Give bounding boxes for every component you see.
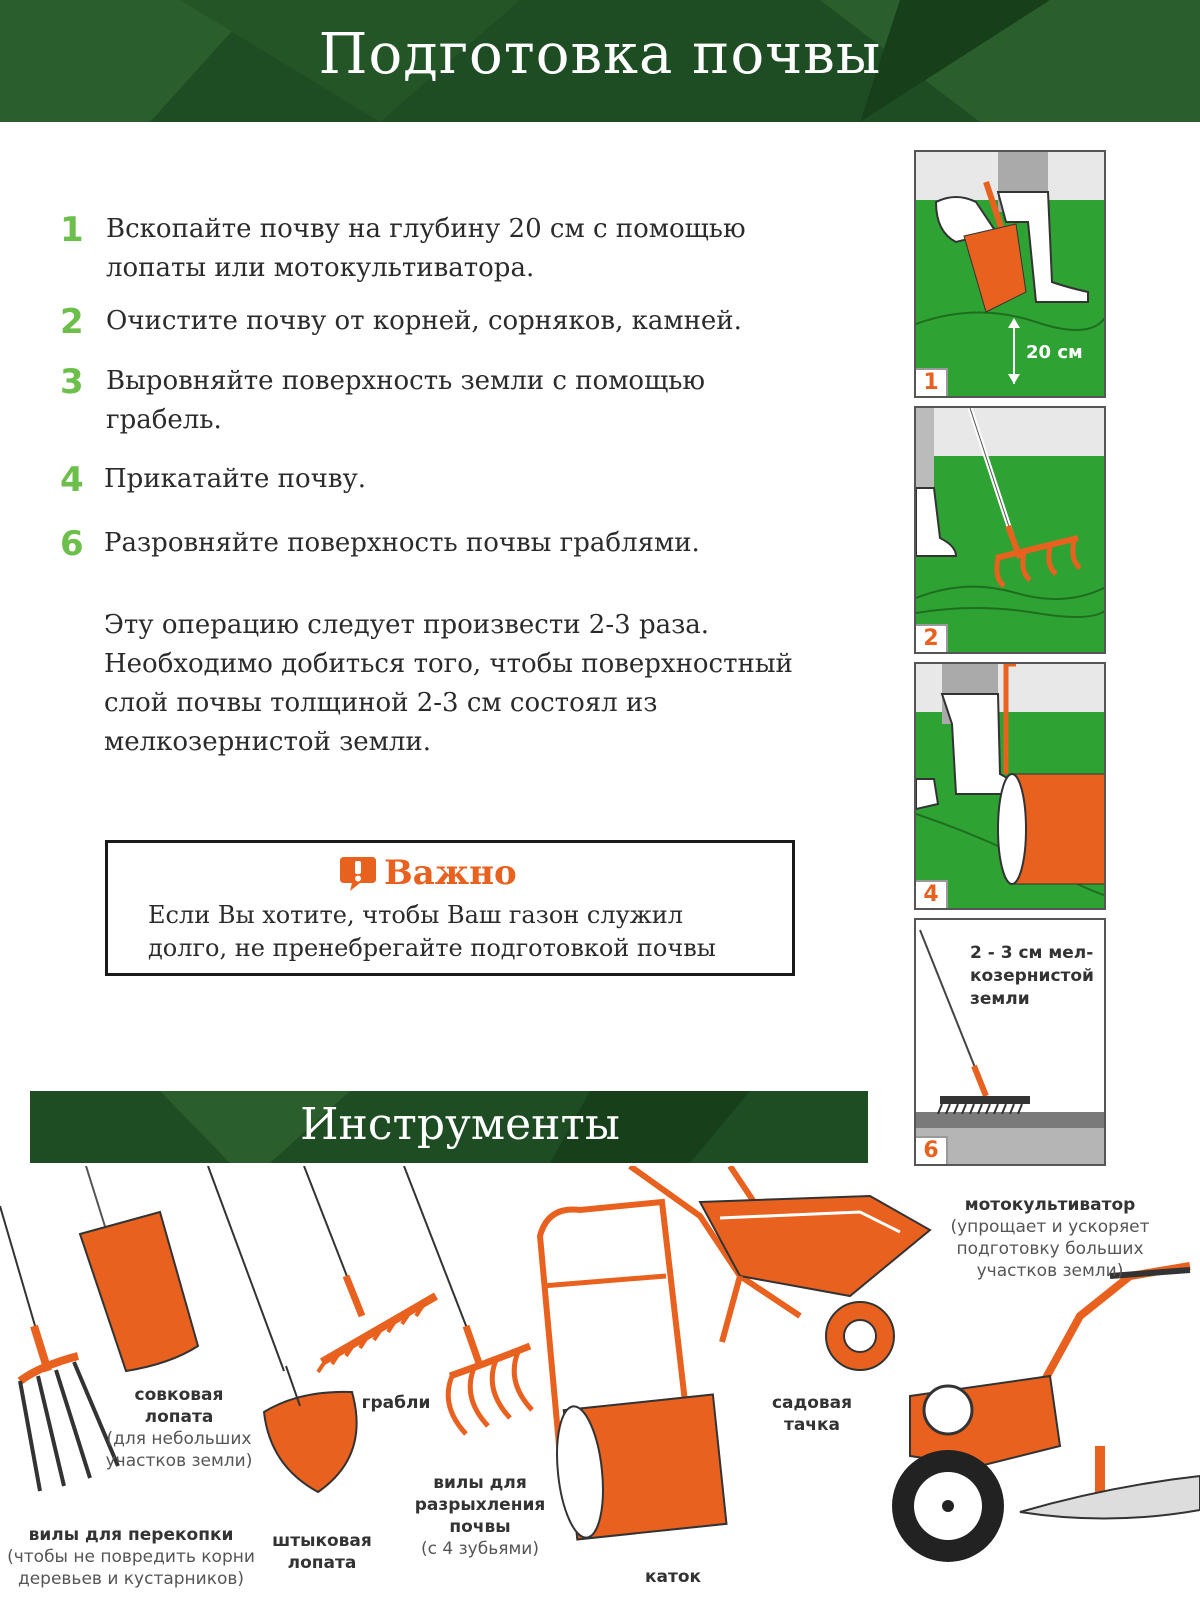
step-number: 1	[60, 210, 84, 250]
step-illustration-6	[914, 918, 1106, 1166]
cleaning-illustration	[916, 408, 1106, 654]
rolling-illustration	[916, 664, 1106, 910]
tool-name: вилы для перекопки	[28, 1525, 234, 1545]
step-number: 3	[60, 362, 84, 402]
page-title: Подготовка почвы	[318, 22, 882, 87]
tool-label-spade	[262, 1530, 382, 1574]
step-illustration-2	[914, 406, 1106, 654]
panel-number-badge: 6	[916, 1136, 948, 1164]
note-paragraph: Эту операцию следует произвести 2-3 раза. Необходимо добиться того, чтобы поверхностный слой почвы толщиной 2-3 см состоял из мелкозернистой земли.	[104, 610, 793, 757]
step-text: Вскопайте почву на глубину 20 см с помощью лопаты или мотокультиватора.	[106, 214, 746, 283]
step-text: Разровняйте поверхность почвы граблями.	[104, 528, 700, 558]
step-text: Прикатайте почву.	[104, 464, 367, 494]
step-text: Выровняйте поверхность земли с помощью грабель.	[106, 366, 706, 435]
panel-number-badge: 4	[916, 880, 948, 908]
step-illustration-4	[914, 662, 1106, 910]
step-text: Очистите почву от корней, сорняков, камней.	[106, 306, 742, 336]
tool-label-roller	[628, 1566, 718, 1588]
tools-banner	[30, 1091, 868, 1163]
tool-label-rake	[356, 1392, 436, 1414]
title-banner	[0, 0, 1200, 122]
important-label: Важно	[384, 853, 517, 893]
tool-name: грабли	[361, 1393, 431, 1413]
depth-label: 20 см	[1026, 342, 1083, 363]
tool-label-scoop-shovel	[104, 1384, 254, 1472]
tool-name: вилы для разрыхления почвы	[414, 1473, 546, 1537]
tool-note: (чтобы не повредить корни деревьев и кустарников)	[7, 1547, 255, 1589]
important-text: Если Вы хотите, чтобы Ваш газон служил долго, не пренебрегайте подготовкой почвы	[148, 901, 716, 962]
tool-label-cultivating-fork	[402, 1472, 558, 1560]
tool-name: штыковая лопата	[272, 1531, 372, 1573]
tool-name: каток	[644, 1567, 702, 1587]
tool-name: садовая тачка	[771, 1393, 853, 1435]
tool-label-digging-fork	[0, 1524, 262, 1590]
step-illustration-1	[914, 150, 1106, 398]
tool-label-motor-cultivator	[940, 1194, 1160, 1282]
tools-illustration	[0, 1166, 1200, 1600]
tools-title: Инструменты	[300, 1099, 620, 1150]
tool-name: совковая лопата	[134, 1385, 224, 1427]
step-number: 2	[60, 302, 84, 342]
tool-note: (с 4 зубьями)	[421, 1539, 539, 1559]
panel-number-badge: 2	[916, 624, 948, 652]
panel-number-badge: 1	[916, 368, 948, 396]
tool-name: мотокультиватор	[964, 1195, 1136, 1215]
tool-note: (для небольших участков земли)	[105, 1429, 253, 1471]
fine-soil-label: 2 - 3 см мел-козернистой земли	[970, 943, 1094, 1009]
tool-label-wheelbarrow	[762, 1392, 862, 1436]
exclamation-icon	[338, 855, 378, 893]
important-box	[105, 840, 795, 976]
step-number: 6	[60, 524, 84, 564]
tool-note: (упрощает и ускоряет подготовку больших участков земли)	[950, 1217, 1150, 1281]
step-number: 4	[60, 460, 84, 500]
